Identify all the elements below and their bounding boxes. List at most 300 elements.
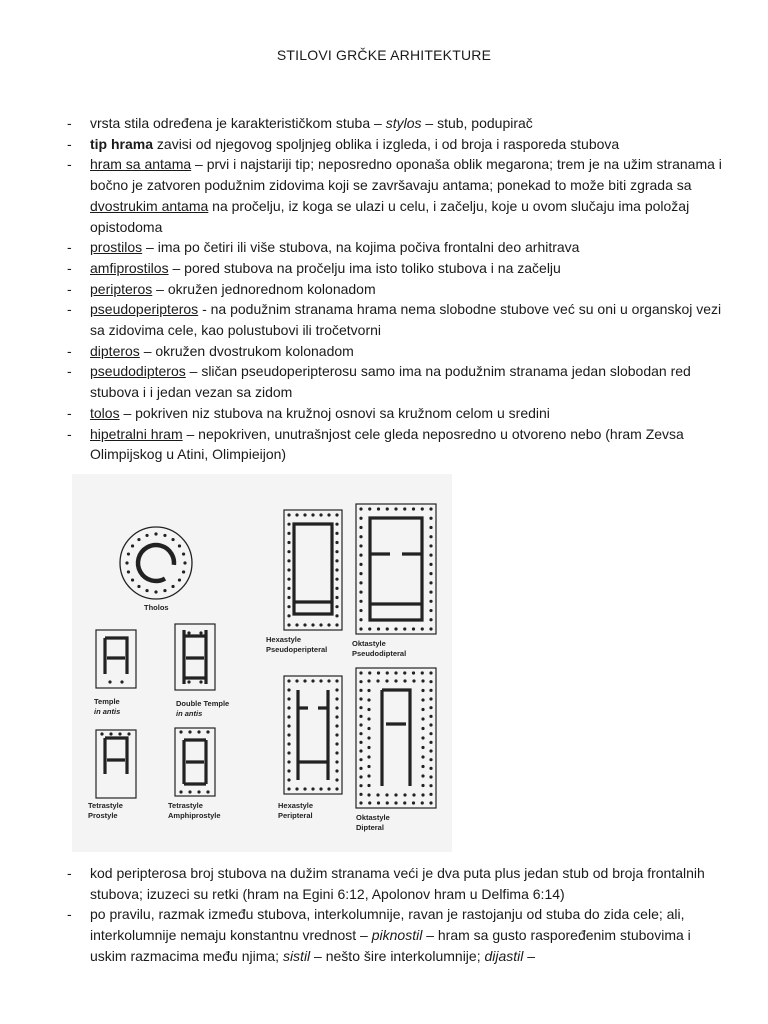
- column-dot: [120, 680, 123, 683]
- column-dot: [335, 742, 338, 745]
- column-dot: [359, 627, 362, 630]
- text-run: piknostil: [371, 927, 423, 944]
- label-double-temple: Double Temple: [176, 699, 230, 708]
- column-dot: [197, 790, 200, 793]
- column-dot: [429, 600, 432, 603]
- list-item: [67, 154, 727, 237]
- column-dot: [311, 787, 314, 790]
- column-dot: [367, 727, 370, 730]
- column-dot: [403, 793, 406, 796]
- column-dot: [179, 730, 182, 733]
- text-run: dijastil: [484, 947, 524, 964]
- text-run: kod peripterosa broj stubova na dužim stranama veći je dva puta plus jedan stub od broja frontalnih stubova; izuzeci su retki (hram na Egini 6:12, Apolonov hram u Delfima 6:14): [90, 865, 705, 902]
- column-dot: [429, 581, 432, 584]
- column-dot: [421, 698, 424, 701]
- text-run: – prvi i najstariji tip; neposredno oponaša oblik megarona; trem je na užim stranama i bočno je zatvoren podužnim zidovima koji se završavaju antama; ponekad to može biti zgrada sa: [90, 156, 722, 194]
- column-dot: [182, 552, 185, 555]
- column-dot: [421, 736, 424, 739]
- column-dot: [287, 532, 290, 535]
- column-dot: [335, 760, 338, 763]
- column-dot: [429, 749, 432, 752]
- column-dot: [359, 715, 362, 718]
- column-dot: [359, 618, 362, 621]
- text-run: – stub, podupirač: [421, 115, 533, 131]
- column-dot: [421, 679, 424, 682]
- column-dot: [335, 706, 338, 709]
- continuation-list: [67, 863, 727, 967]
- column-dot: [386, 507, 389, 510]
- text-run: – ima po četiri ili više stubova, na kojima počiva frontalni deo arhitrava: [142, 239, 580, 256]
- column-dot: [429, 784, 432, 787]
- column-dot: [377, 627, 380, 630]
- column-dot: [421, 784, 424, 787]
- column-dot: [359, 517, 362, 520]
- column-dot: [287, 523, 290, 526]
- column-dot: [109, 732, 112, 735]
- column-dot: [145, 589, 148, 592]
- column-dot: [359, 689, 362, 692]
- column-dot: [386, 801, 389, 804]
- label-oktastyle-pseudodipteral-2: Pseudodipteral: [352, 649, 407, 658]
- column-dot: [335, 769, 338, 772]
- label-temple: Temple: [94, 697, 120, 706]
- column-dot: [287, 724, 290, 727]
- column-dot: [108, 680, 111, 683]
- label-oktastyle-pseudodipteral-1: Oktastyle: [352, 639, 386, 648]
- temple-plans-figure: [72, 474, 452, 852]
- column-dot: [335, 778, 338, 781]
- column-dot: [359, 526, 362, 529]
- column-dot: [359, 793, 362, 796]
- text-run: stylos: [385, 115, 422, 131]
- list-item: [67, 237, 727, 258]
- column-dot: [367, 698, 370, 701]
- column-dot: [199, 631, 202, 634]
- column-dot: [335, 578, 338, 581]
- column-dot: [429, 526, 432, 529]
- label-in-antis: in antis: [94, 707, 121, 716]
- text-run: tolos: [90, 404, 120, 421]
- column-dot: [183, 561, 186, 564]
- label-oktastyle-dipteral-1: Oktastyle: [356, 813, 390, 822]
- column-dot: [319, 787, 322, 790]
- column-dot: [287, 541, 290, 544]
- list-item: [67, 258, 727, 279]
- column-dot: [182, 570, 185, 573]
- column-dot: [335, 523, 338, 526]
- column-dot: [287, 715, 290, 718]
- column-dot: [137, 538, 140, 541]
- column-dot: [429, 680, 432, 683]
- text-run: dvostrukim antama: [90, 197, 209, 214]
- tetrastyle-prostyle-plan: [96, 730, 136, 798]
- column-dot: [295, 787, 298, 790]
- list-item: [67, 113, 727, 134]
- text-run: amfiprostilos: [90, 259, 169, 276]
- column-dot: [359, 697, 362, 700]
- column-dot: [335, 688, 338, 691]
- definition-list: [67, 113, 727, 465]
- column-dot: [311, 679, 314, 682]
- text-run: sistil: [282, 947, 311, 964]
- column-dot: [287, 688, 290, 691]
- column-dot: [359, 554, 362, 557]
- column-dot: [367, 708, 370, 711]
- column-dot: [412, 671, 415, 674]
- list-item: [67, 863, 727, 904]
- column-dot: [385, 793, 388, 796]
- column-dot: [154, 590, 157, 593]
- column-dot: [327, 623, 330, 626]
- text-run: – hram sa gusto raspoređenim stubovima i uskim razmacima među njima;: [90, 927, 691, 964]
- column-dot: [131, 578, 134, 581]
- column-dot: [421, 801, 424, 804]
- column-dot: [287, 760, 290, 763]
- column-dot: [311, 513, 314, 516]
- column-dot: [421, 727, 424, 730]
- column-dot: [319, 513, 322, 516]
- column-dot: [335, 787, 338, 790]
- column-dot: [287, 697, 290, 700]
- column-dot: [403, 507, 406, 510]
- column-dot: [421, 671, 424, 674]
- column-dot: [335, 596, 338, 599]
- hexastyle-peripteral-plan: [284, 676, 342, 794]
- column-dot: [287, 587, 290, 590]
- column-dot: [287, 751, 290, 754]
- column-dot: [412, 679, 415, 682]
- column-dot: [429, 793, 432, 796]
- label-tetrastyle-prostyle-1: Tetrastyle: [88, 801, 123, 810]
- column-dot: [421, 507, 424, 510]
- column-dot: [327, 679, 330, 682]
- column-dot: [429, 535, 432, 538]
- column-dot: [359, 544, 362, 547]
- column-dot: [359, 749, 362, 752]
- column-dot: [429, 732, 432, 735]
- text-run: hipetralni hram: [90, 425, 183, 442]
- oktastyle-pseudodipteral-plan: [356, 504, 436, 634]
- label-hexastyle-pseudoperipteral-2: Pseudoperipteral: [266, 645, 328, 654]
- column-dot: [403, 801, 406, 804]
- column-dot: [421, 774, 424, 777]
- column-dot: [335, 623, 338, 626]
- column-dot: [429, 507, 432, 510]
- text-run: – okružen dvostrukom kolonadom: [139, 342, 354, 359]
- column-dot: [137, 585, 140, 588]
- column-dot: [376, 679, 379, 682]
- column-dot: [335, 605, 338, 608]
- column-dot: [367, 774, 370, 777]
- column-dot: [367, 765, 370, 768]
- column-dot: [421, 717, 424, 720]
- column-dot: [367, 746, 370, 749]
- column-dot: [287, 605, 290, 608]
- column-dot: [335, 568, 338, 571]
- label-hexastyle-peripteral-1: Hexastyle: [278, 801, 314, 810]
- column-dot: [367, 755, 370, 758]
- column-dot: [171, 585, 174, 588]
- column-dot: [367, 784, 370, 787]
- column-dot: [429, 723, 432, 726]
- column-dot: [403, 679, 406, 682]
- column-dot: [377, 507, 380, 510]
- column-dot: [319, 679, 322, 682]
- column-dot: [100, 732, 103, 735]
- label-tholos: Tholos: [144, 603, 169, 612]
- text-run: tip hrama: [90, 135, 154, 152]
- column-dot: [368, 801, 371, 804]
- column-dot: [367, 679, 370, 682]
- column-dot: [287, 550, 290, 553]
- column-dot: [154, 532, 157, 535]
- column-dot: [359, 723, 362, 726]
- column-dot: [367, 689, 370, 692]
- list-item: [67, 134, 727, 155]
- text-run: vrsta stila određena je karakterističkom stuba –: [90, 115, 386, 131]
- column-dot: [421, 746, 424, 749]
- column-dot: [421, 793, 424, 796]
- column-dot: [359, 581, 362, 584]
- column-dot: [287, 787, 290, 790]
- column-dot: [187, 680, 190, 683]
- label-hexastyle-peripteral-2: Peripteral: [278, 811, 313, 820]
- column-dot: [319, 623, 322, 626]
- column-dot: [359, 572, 362, 575]
- column-dot: [335, 733, 338, 736]
- column-dot: [394, 793, 397, 796]
- text-run: – okružen jednorednom kolonadom: [152, 280, 376, 297]
- column-dot: [429, 706, 432, 709]
- label-oktastyle-dipteral-2: Dipteral: [356, 823, 384, 832]
- column-dot: [206, 730, 209, 733]
- column-dot: [421, 689, 424, 692]
- tetrastyle-amphiprostyle-plan: [175, 728, 215, 796]
- column-dot: [287, 679, 290, 682]
- column-dot: [335, 697, 338, 700]
- column-dot: [367, 793, 370, 796]
- column-dot: [303, 513, 306, 516]
- column-dot: [287, 769, 290, 772]
- column-dot: [368, 671, 371, 674]
- column-dot: [303, 623, 306, 626]
- column-dot: [359, 775, 362, 778]
- text-run: - na podužnim stranama hrama nema slobodne stubove već su oni u organskoj vezi sa zidovima cele, kao polustubovi ili tročetvorni: [90, 301, 722, 339]
- tholos-plan: [120, 527, 192, 599]
- column-dot: [421, 627, 424, 630]
- column-dot: [359, 758, 362, 761]
- column-dot: [287, 742, 290, 745]
- column-dot: [368, 627, 371, 630]
- column-dot: [127, 552, 130, 555]
- column-dot: [178, 578, 181, 581]
- column-dot: [385, 679, 388, 682]
- column-dot: [335, 559, 338, 562]
- column-dot: [187, 631, 190, 634]
- column-dot: [287, 778, 290, 781]
- text-run: – nešto šire interkolumnije;: [310, 947, 485, 964]
- temple-plans-drawing: [72, 474, 452, 852]
- column-dot: [287, 513, 290, 516]
- text-run: – pored stubova na pročelju ima isto toliko stubova i na začelju: [168, 259, 561, 276]
- text-run: – sličan pseudoperipterosu samo ima na podužnim stranama jedan slobodan red stubova i i jedan vezan sa zidom: [90, 363, 691, 401]
- column-dot: [359, 563, 362, 566]
- column-dot: [188, 790, 191, 793]
- column-dot: [359, 535, 362, 538]
- column-dot: [335, 532, 338, 535]
- column-dot: [421, 765, 424, 768]
- column-dot: [335, 550, 338, 553]
- column-dot: [303, 679, 306, 682]
- column-dot: [359, 767, 362, 770]
- column-dot: [429, 775, 432, 778]
- column-dot: [394, 679, 397, 682]
- text-run: dipteros: [90, 342, 140, 359]
- label-tetrastyle-amphi-2: Amphiprostyle: [168, 811, 221, 820]
- page-title: STILOVI GRČKE ARHITEKTURE: [276, 47, 492, 63]
- column-dot: [359, 671, 362, 674]
- column-dot: [368, 507, 371, 510]
- column-dot: [327, 787, 330, 790]
- text-run: – nepokriven, unutrašnjost cele gleda neposredno u otvoreno nebo (hram Zevsa Olimpijskog u Atini, Olimpieijon): [90, 425, 684, 463]
- column-dot: [163, 534, 166, 537]
- column-dot: [429, 801, 432, 804]
- column-dot: [145, 534, 148, 537]
- column-dot: [125, 561, 128, 564]
- column-dot: [335, 715, 338, 718]
- column-dot: [287, 623, 290, 626]
- label-tetrastyle-amphi-1: Tetrastyle: [168, 801, 203, 810]
- column-dot: [394, 507, 397, 510]
- text-run: pseudoperipteros: [90, 301, 199, 318]
- column-dot: [359, 609, 362, 612]
- column-dot: [359, 801, 362, 804]
- column-dot: [359, 507, 362, 510]
- column-dot: [429, 517, 432, 520]
- column-dot: [127, 570, 130, 573]
- column-dot: [429, 563, 432, 566]
- column-dot: [429, 627, 432, 630]
- text-run: zavisi od njegovog spoljnjeg oblika i izgleda, i od broja i rasporeda stubova: [153, 135, 620, 152]
- column-dot: [188, 730, 191, 733]
- text-run: – pokriven niz stubova na kružnoj osnovi sa kružnom celom u sredini: [119, 404, 550, 421]
- column-dot: [335, 724, 338, 727]
- text-run: peripteros: [90, 280, 153, 297]
- column-dot: [197, 730, 200, 733]
- text-run: –: [523, 947, 536, 964]
- column-dot: [377, 801, 380, 804]
- column-dot: [376, 793, 379, 796]
- column-dot: [429, 689, 432, 692]
- column-dot: [421, 708, 424, 711]
- column-dot: [412, 627, 415, 630]
- hexastyle-pseudoperipteral-plan: [284, 510, 342, 630]
- column-dot: [335, 679, 338, 682]
- column-dot: [429, 609, 432, 612]
- temple-in-antis-plan: [96, 630, 136, 688]
- text-run: hram sa antama: [90, 156, 192, 173]
- column-dot: [118, 732, 121, 735]
- column-dot: [359, 741, 362, 744]
- column-dot: [163, 589, 166, 592]
- column-dot: [359, 600, 362, 603]
- column-dot: [412, 801, 415, 804]
- list-item: [67, 341, 727, 362]
- list-item: [67, 299, 727, 340]
- column-dot: [131, 544, 134, 547]
- label-tetrastyle-prostyle-2: Prostyle: [88, 811, 118, 820]
- column-dot: [359, 680, 362, 683]
- column-dot: [287, 733, 290, 736]
- column-dot: [359, 732, 362, 735]
- column-dot: [429, 618, 432, 621]
- column-dot: [394, 801, 397, 804]
- column-dot: [412, 507, 415, 510]
- column-dot: [429, 544, 432, 547]
- column-dot: [199, 680, 202, 683]
- column-dot: [367, 717, 370, 720]
- column-dot: [421, 755, 424, 758]
- column-dot: [335, 513, 338, 516]
- column-dot: [178, 544, 181, 547]
- double-temple-in-antis-plan: [175, 624, 215, 690]
- column-dot: [206, 790, 209, 793]
- list-item: [67, 403, 727, 424]
- column-dot: [429, 767, 432, 770]
- column-dot: [295, 623, 298, 626]
- column-dot: [335, 587, 338, 590]
- column-dot: [127, 732, 130, 735]
- column-dot: [335, 751, 338, 754]
- column-dot: [359, 706, 362, 709]
- list-item: [67, 361, 727, 402]
- column-dot: [429, 554, 432, 557]
- list-item: [67, 279, 727, 300]
- column-dot: [429, 671, 432, 674]
- column-dot: [171, 538, 174, 541]
- column-dot: [403, 671, 406, 674]
- column-dot: [287, 559, 290, 562]
- column-dot: [287, 596, 290, 599]
- column-dot: [429, 741, 432, 744]
- column-dot: [394, 671, 397, 674]
- column-dot: [311, 623, 314, 626]
- text-run: na pročelju, iz koga se ulazi u celu, i začelju, koje u ovom slučaju ima položaj opistodoma: [90, 197, 690, 235]
- column-dot: [386, 671, 389, 674]
- column-dot: [412, 793, 415, 796]
- column-dot: [287, 706, 290, 709]
- column-dot: [327, 513, 330, 516]
- label-double-in-antis: in antis: [176, 709, 203, 718]
- text-run: po pravilu, razmak između stubova, interkolumnije, ravan je rastojanju od stuba do zida cele; ali, interkolumnije nemaju konstantnu vrednost –: [90, 906, 685, 944]
- column-dot: [359, 590, 362, 593]
- column-dot: [335, 614, 338, 617]
- column-dot: [295, 513, 298, 516]
- label-hexastyle-pseudoperipteral-1: Hexastyle: [266, 635, 302, 644]
- column-dot: [429, 758, 432, 761]
- column-dot: [429, 590, 432, 593]
- column-dot: [429, 715, 432, 718]
- column-dot: [429, 572, 432, 575]
- column-dot: [287, 568, 290, 571]
- column-dot: [386, 627, 389, 630]
- column-dot: [377, 671, 380, 674]
- column-dot: [287, 614, 290, 617]
- column-dot: [335, 541, 338, 544]
- list-item: [67, 904, 727, 966]
- column-dot: [287, 578, 290, 581]
- column-dot: [179, 790, 182, 793]
